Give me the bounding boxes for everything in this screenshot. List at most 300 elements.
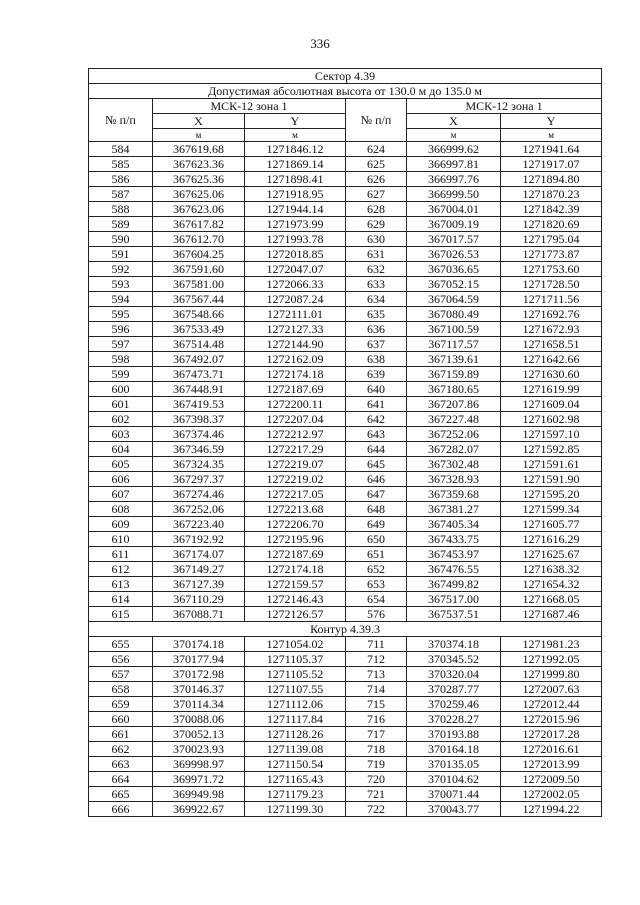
table-row	[89, 352, 602, 367]
coord-x-right: 366997.76	[407, 172, 501, 187]
point-number-left: 605	[89, 457, 153, 472]
coord-y-left: 1272219.07	[245, 457, 346, 472]
coord-x-left: 370052.13	[153, 727, 245, 742]
table-row	[89, 577, 602, 592]
coord-y-left: 1271105.52	[245, 667, 346, 682]
point-number-right: 712	[346, 652, 407, 667]
table-row	[89, 547, 602, 562]
coord-x-left: 369998.97	[153, 757, 245, 772]
coord-y-left: 1272018.85	[245, 247, 346, 262]
table-row	[89, 382, 602, 397]
table-row	[89, 322, 602, 337]
coord-y-left: 1271139.08	[245, 742, 346, 757]
coord-y-left: 1272200.11	[245, 397, 346, 412]
coord-x-left: 367174.07	[153, 547, 245, 562]
coord-y-left: 1271846.12	[245, 142, 346, 157]
table-row	[89, 187, 602, 202]
table-row	[89, 502, 602, 517]
coord-x-right: 366999.50	[407, 187, 501, 202]
point-number-left: 592	[89, 262, 153, 277]
point-number-left: 597	[89, 337, 153, 352]
coord-y-right: 1271599.34	[501, 502, 602, 517]
point-number-right: 635	[346, 307, 407, 322]
point-number-left: 602	[89, 412, 153, 427]
table-row	[89, 667, 602, 682]
point-number-left: 665	[89, 787, 153, 802]
table-row	[89, 712, 602, 727]
coord-x-left: 367533.49	[153, 322, 245, 337]
coord-y-right: 1271619.99	[501, 382, 602, 397]
point-number-left: 612	[89, 562, 153, 577]
coord-x-right: 367359.68	[407, 487, 501, 502]
point-number-left: 614	[89, 592, 153, 607]
coord-x-right: 367052.15	[407, 277, 501, 292]
table-row	[89, 742, 602, 757]
coord-y-left: 1272162.09	[245, 352, 346, 367]
coord-y-right: 1272002.05	[501, 787, 602, 802]
coord-x-left: 367612.70	[153, 232, 245, 247]
coord-y-right: 1272007.63	[501, 682, 602, 697]
point-number-right: 625	[346, 157, 407, 172]
coord-y-left: 1271112.06	[245, 697, 346, 712]
coord-y-left: 1271869.14	[245, 157, 346, 172]
point-number-left: 610	[89, 532, 153, 547]
coord-x-right: 370193.88	[407, 727, 501, 742]
unit-x-right: м	[407, 129, 501, 142]
zone-left: МСК-12 зона 1	[153, 99, 346, 114]
coord-x-left: 367127.39	[153, 577, 245, 592]
coord-x-left: 367192.92	[153, 532, 245, 547]
coord-x-left: 367473.71	[153, 367, 245, 382]
table-row	[89, 802, 602, 817]
point-number-left: 604	[89, 442, 153, 457]
point-number-right: 624	[346, 142, 407, 157]
point-number-left: 613	[89, 577, 153, 592]
coord-x-right: 367227.48	[407, 412, 501, 427]
coord-y-right: 1271638.32	[501, 562, 602, 577]
coord-x-left: 367448.91	[153, 382, 245, 397]
point-number-left: 664	[89, 772, 153, 787]
coord-y-right: 1272017.28	[501, 727, 602, 742]
coord-y-right: 1271728.50	[501, 277, 602, 292]
coord-y-right: 1271917.07	[501, 157, 602, 172]
coord-y-left: 1272217.05	[245, 487, 346, 502]
point-number-left: 587	[89, 187, 153, 202]
coord-y-right: 1271711.56	[501, 292, 602, 307]
coord-y-left: 1271107.55	[245, 682, 346, 697]
coord-x-left: 367297.37	[153, 472, 245, 487]
coord-y-right: 1271795.04	[501, 232, 602, 247]
point-number-left: 615	[89, 607, 153, 622]
coord-x-right: 370345.52	[407, 652, 501, 667]
coord-x-left: 370146.37	[153, 682, 245, 697]
coord-x-right: 367282.07	[407, 442, 501, 457]
zone-header-row	[89, 99, 602, 114]
coord-y-right: 1272012.44	[501, 697, 602, 712]
point-number-right: 639	[346, 367, 407, 382]
coord-y-right: 1271605.77	[501, 517, 602, 532]
coord-y-right: 1271625.67	[501, 547, 602, 562]
coord-y-left: 1271179.23	[245, 787, 346, 802]
coord-y-right: 1271591.61	[501, 457, 602, 472]
unit-row	[89, 129, 602, 142]
coord-x-left: 367274.46	[153, 487, 245, 502]
coord-y-right: 1272009.50	[501, 772, 602, 787]
table-row	[89, 367, 602, 382]
coord-x-left: 367623.06	[153, 202, 245, 217]
point-number-right: 722	[346, 802, 407, 817]
point-number-right: 717	[346, 727, 407, 742]
point-number-right: 630	[346, 232, 407, 247]
coord-x-left: 367591.60	[153, 262, 245, 277]
coord-y-left: 1272144.90	[245, 337, 346, 352]
coord-x-right: 367139.61	[407, 352, 501, 367]
coord-x-left: 367252.06	[153, 502, 245, 517]
table-row	[89, 637, 602, 652]
coord-y-right: 1271642.66	[501, 352, 602, 367]
point-number-right: 641	[346, 397, 407, 412]
height-caption-row	[89, 84, 602, 99]
point-number-right: 633	[346, 277, 407, 292]
table-row	[89, 412, 602, 427]
coord-x-left: 367604.25	[153, 247, 245, 262]
coord-x-right: 367100.59	[407, 322, 501, 337]
coord-x-right: 367009.19	[407, 217, 501, 232]
point-number-right: 651	[346, 547, 407, 562]
coord-y-left: 1272217.29	[245, 442, 346, 457]
coord-x-right: 367159.89	[407, 367, 501, 382]
table-row	[89, 772, 602, 787]
coord-x-right: 370135.05	[407, 757, 501, 772]
coord-x-right: 370104.62	[407, 772, 501, 787]
point-number-right: 645	[346, 457, 407, 472]
coord-y-right: 1272016.61	[501, 742, 602, 757]
coord-y-right: 1271602.98	[501, 412, 602, 427]
table-row	[89, 562, 602, 577]
coord-y-right: 1271668.05	[501, 592, 602, 607]
coord-y-left: 1272195.96	[245, 532, 346, 547]
point-number-right: 627	[346, 187, 407, 202]
table-row	[89, 652, 602, 667]
point-number-right: 654	[346, 592, 407, 607]
coord-y-left: 1272066.33	[245, 277, 346, 292]
point-number-right: 644	[346, 442, 407, 457]
coord-x-left: 369971.72	[153, 772, 245, 787]
point-number-right: 629	[346, 217, 407, 232]
point-number-left: 586	[89, 172, 153, 187]
coord-x-left: 367514.48	[153, 337, 245, 352]
point-number-left: 608	[89, 502, 153, 517]
coord-x-left: 370023.93	[153, 742, 245, 757]
coord-y-left: 1271128.26	[245, 727, 346, 742]
coord-y-right: 1271687.46	[501, 607, 602, 622]
coord-y-left: 1272187.69	[245, 547, 346, 562]
point-number-left: 590	[89, 232, 153, 247]
point-number-right: 576	[346, 607, 407, 622]
coord-x-left: 367223.40	[153, 517, 245, 532]
point-number-right: 647	[346, 487, 407, 502]
point-number-left: 600	[89, 382, 153, 397]
coord-y-left: 1272174.18	[245, 367, 346, 382]
point-number-left: 584	[89, 142, 153, 157]
coord-y-left: 1272207.04	[245, 412, 346, 427]
col-y-left: Y	[245, 114, 346, 129]
point-number-right: 650	[346, 532, 407, 547]
coord-x-right: 367080.49	[407, 307, 501, 322]
coord-x-left: 367088.71	[153, 607, 245, 622]
coord-y-right: 1272015.96	[501, 712, 602, 727]
coord-x-right: 367180.65	[407, 382, 501, 397]
coord-y-right: 1271597.10	[501, 427, 602, 442]
point-number-left: 660	[89, 712, 153, 727]
contour-title: Контур 4.39.3	[89, 622, 602, 637]
point-number-left: 606	[89, 472, 153, 487]
point-number-right: 637	[346, 337, 407, 352]
coord-y-left: 1271898.41	[245, 172, 346, 187]
point-number-right: 718	[346, 742, 407, 757]
point-number-right: 716	[346, 712, 407, 727]
coord-y-right: 1271692.76	[501, 307, 602, 322]
point-number-right: 711	[346, 637, 407, 652]
coord-x-left: 367548.66	[153, 307, 245, 322]
table-row	[89, 157, 602, 172]
height-caption: Допустимая абсолютная высота от 130.0 м до 135.0 м	[89, 84, 602, 99]
coord-x-left: 367625.06	[153, 187, 245, 202]
point-number-left: 661	[89, 727, 153, 742]
table-row	[89, 697, 602, 712]
point-number-left: 607	[89, 487, 153, 502]
point-number-right: 643	[346, 427, 407, 442]
coord-y-right: 1272013.99	[501, 757, 602, 772]
coord-x-left: 367492.07	[153, 352, 245, 367]
table-row	[89, 532, 602, 547]
point-number-left: 655	[89, 637, 153, 652]
coord-x-left: 367324.35	[153, 457, 245, 472]
coord-y-right: 1271609.04	[501, 397, 602, 412]
point-number-left: 599	[89, 367, 153, 382]
coord-x-right: 367017.57	[407, 232, 501, 247]
coord-y-left: 1271117.84	[245, 712, 346, 727]
coord-y-left: 1272219.02	[245, 472, 346, 487]
coord-y-right: 1271992.05	[501, 652, 602, 667]
coord-y-right: 1271842.39	[501, 202, 602, 217]
point-number-right: 628	[346, 202, 407, 217]
coord-y-left: 1271054.02	[245, 637, 346, 652]
coord-x-left: 367149.27	[153, 562, 245, 577]
point-number-left: 591	[89, 247, 153, 262]
table-row	[89, 142, 602, 157]
coord-x-left: 370177.94	[153, 652, 245, 667]
coord-y-right: 1271592.85	[501, 442, 602, 457]
table-row	[89, 472, 602, 487]
coord-x-left: 367617.82	[153, 217, 245, 232]
point-number-right: 638	[346, 352, 407, 367]
table-row	[89, 787, 602, 802]
coord-x-left: 367625.36	[153, 172, 245, 187]
table-row	[89, 307, 602, 322]
coord-y-left: 1272213.68	[245, 502, 346, 517]
coord-y-left: 1272187.69	[245, 382, 346, 397]
zone-right: МСК-12 зона 1	[407, 99, 602, 114]
point-number-left: 611	[89, 547, 153, 562]
point-number-right: 648	[346, 502, 407, 517]
coord-x-right: 367252.06	[407, 427, 501, 442]
coord-y-left: 1272047.07	[245, 262, 346, 277]
coord-x-right: 370043.77	[407, 802, 501, 817]
coord-y-right: 1271773.87	[501, 247, 602, 262]
coord-y-left: 1272159.57	[245, 577, 346, 592]
table-row	[89, 277, 602, 292]
coord-x-left: 370114.34	[153, 697, 245, 712]
point-number-right: 715	[346, 697, 407, 712]
page-number: 336	[310, 36, 330, 51]
point-number-right: 646	[346, 472, 407, 487]
coord-x-left: 367619.68	[153, 142, 245, 157]
coord-x-left: 370174.18	[153, 637, 245, 652]
table-row	[89, 262, 602, 277]
sector-title-row	[89, 69, 602, 84]
coord-y-left: 1272212.97	[245, 427, 346, 442]
table-row	[89, 217, 602, 232]
coord-x-right: 367476.55	[407, 562, 501, 577]
table-row	[89, 592, 602, 607]
coord-y-right: 1271658.51	[501, 337, 602, 352]
table-row	[89, 427, 602, 442]
coord-y-left: 1272087.24	[245, 292, 346, 307]
coord-x-right: 370320.04	[407, 667, 501, 682]
coord-y-left: 1272127.33	[245, 322, 346, 337]
table-row	[89, 457, 602, 472]
coord-y-right: 1271672.93	[501, 322, 602, 337]
coord-x-left: 369922.67	[153, 802, 245, 817]
coord-y-left: 1272174.18	[245, 562, 346, 577]
point-number-left: 663	[89, 757, 153, 772]
point-number-right: 632	[346, 262, 407, 277]
table-row	[89, 517, 602, 532]
coord-y-right: 1271870.23	[501, 187, 602, 202]
col-x-right: X	[407, 114, 501, 129]
table-row	[89, 727, 602, 742]
point-number-left: 609	[89, 517, 153, 532]
point-number-left: 656	[89, 652, 153, 667]
point-number-left: 593	[89, 277, 153, 292]
coord-x-left: 367623.36	[153, 157, 245, 172]
coord-x-right: 367036.65	[407, 262, 501, 277]
point-number-right: 713	[346, 667, 407, 682]
coord-x-right: 370228.27	[407, 712, 501, 727]
table-row	[89, 607, 602, 622]
point-number-right: 720	[346, 772, 407, 787]
axis-header-row	[89, 114, 602, 129]
coord-x-left: 367567.44	[153, 292, 245, 307]
table-row	[89, 292, 602, 307]
coord-y-right: 1271820.69	[501, 217, 602, 232]
table-row	[89, 397, 602, 412]
point-number-left: 662	[89, 742, 153, 757]
coord-x-right: 367405.34	[407, 517, 501, 532]
coord-x-left: 367419.53	[153, 397, 245, 412]
unit-x-left: м	[153, 129, 245, 142]
point-number-right: 634	[346, 292, 407, 307]
coord-x-left: 367374.46	[153, 427, 245, 442]
coord-y-left: 1271165.43	[245, 772, 346, 787]
point-number-left: 589	[89, 217, 153, 232]
coord-y-right: 1271941.64	[501, 142, 602, 157]
point-number-left: 603	[89, 427, 153, 442]
coord-y-right: 1271654.32	[501, 577, 602, 592]
point-number-right: 640	[346, 382, 407, 397]
coord-y-left: 1271973.99	[245, 217, 346, 232]
point-number-left: 598	[89, 352, 153, 367]
point-number-right: 642	[346, 412, 407, 427]
coord-x-right: 370259.46	[407, 697, 501, 712]
point-number-right: 652	[346, 562, 407, 577]
coord-x-right: 366997.81	[407, 157, 501, 172]
coord-x-right: 367381.27	[407, 502, 501, 517]
coordinates-table	[88, 68, 602, 817]
coord-x-right: 367302.48	[407, 457, 501, 472]
point-number-left: 596	[89, 322, 153, 337]
coord-y-right: 1271999.80	[501, 667, 602, 682]
point-number-right: 714	[346, 682, 407, 697]
coordinates-table-body	[89, 69, 602, 817]
coord-y-left: 1272126.57	[245, 607, 346, 622]
coord-y-left: 1271993.78	[245, 232, 346, 247]
point-number-left: 585	[89, 157, 153, 172]
col-x-left: X	[153, 114, 245, 129]
point-number-right: 649	[346, 517, 407, 532]
table-row	[89, 487, 602, 502]
coord-y-right: 1271630.60	[501, 367, 602, 382]
coord-x-right: 367328.93	[407, 472, 501, 487]
coord-y-right: 1271894.80	[501, 172, 602, 187]
point-number-right: 721	[346, 787, 407, 802]
table-row	[89, 247, 602, 262]
coord-y-right: 1271753.60	[501, 262, 602, 277]
col-y-right: Y	[501, 114, 602, 129]
point-number-left: 666	[89, 802, 153, 817]
point-number-left: 588	[89, 202, 153, 217]
coord-y-left: 1272146.43	[245, 592, 346, 607]
table-row	[89, 172, 602, 187]
contour-title-row	[89, 622, 602, 637]
coord-x-right: 367207.86	[407, 397, 501, 412]
coord-x-right: 367433.75	[407, 532, 501, 547]
coord-x-left: 367398.37	[153, 412, 245, 427]
point-number-left: 601	[89, 397, 153, 412]
coord-x-right: 366999.62	[407, 142, 501, 157]
coord-y-left: 1271199.30	[245, 802, 346, 817]
sector-title: Сектор 4.39	[89, 69, 602, 84]
coord-x-right: 367453.97	[407, 547, 501, 562]
point-number-right: 653	[346, 577, 407, 592]
coord-x-left: 370172.98	[153, 667, 245, 682]
coord-x-right: 367064.59	[407, 292, 501, 307]
unit-y-left: м	[245, 129, 346, 142]
point-number-left: 595	[89, 307, 153, 322]
coord-x-right: 370287.77	[407, 682, 501, 697]
coord-x-right: 367026.53	[407, 247, 501, 262]
coord-x-right: 367117.57	[407, 337, 501, 352]
point-number-left: 594	[89, 292, 153, 307]
col-num-right: № п/п	[346, 99, 407, 142]
coord-x-right: 367537.51	[407, 607, 501, 622]
coord-y-left: 1271105.37	[245, 652, 346, 667]
coord-y-left: 1272111.01	[245, 307, 346, 322]
coord-x-left: 367346.59	[153, 442, 245, 457]
table-row	[89, 337, 602, 352]
coord-x-left: 369949.98	[153, 787, 245, 802]
